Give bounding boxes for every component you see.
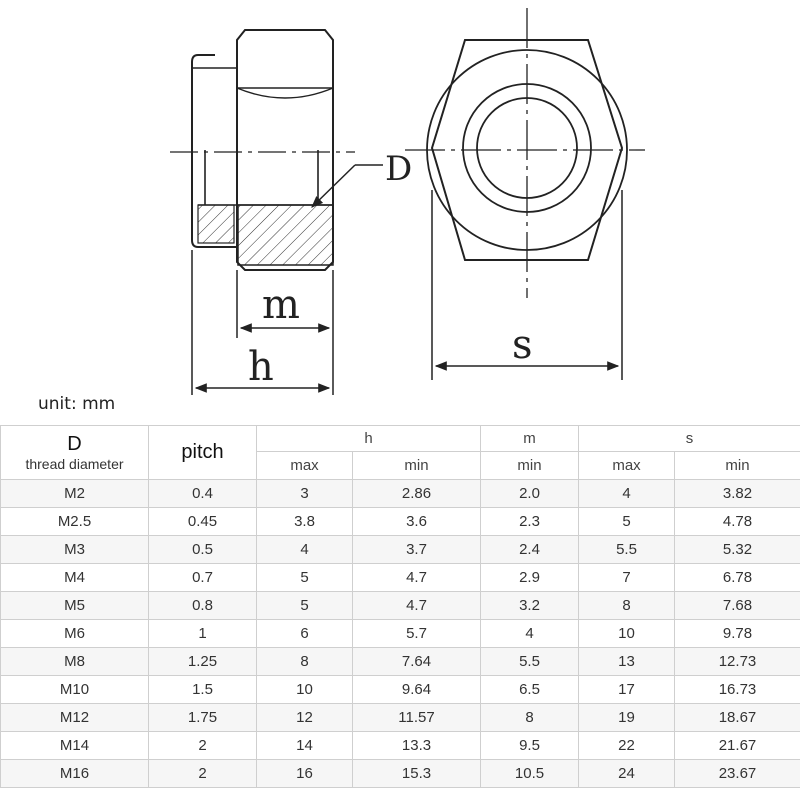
cell-h-max: 16 [257, 760, 353, 788]
table-row [1, 676, 800, 704]
cell-s-max: 5.5 [579, 536, 675, 564]
cell-s-min: 6.78 [675, 564, 800, 592]
table-row [1, 620, 800, 648]
cell-pitch: 2 [149, 732, 257, 760]
table-row [1, 536, 800, 564]
header-pitch: pitch [149, 426, 257, 480]
d-label: D [385, 149, 413, 189]
cell-d: M3 [1, 536, 149, 564]
cell-pitch: 0.4 [149, 480, 257, 508]
table-row [1, 592, 800, 620]
cell-s-min: 12.73 [675, 648, 800, 676]
cell-d: M2.5 [1, 508, 149, 536]
header-d [1, 426, 149, 480]
cell-d: M14 [1, 732, 149, 760]
cell-h-max: 5 [257, 592, 353, 620]
cell-h-min: 4.7 [353, 592, 481, 620]
cell-s-max: 24 [579, 760, 675, 788]
cell-d: M16 [1, 760, 149, 788]
cell-m-min: 9.5 [481, 732, 579, 760]
cell-m-min: 6.5 [481, 676, 579, 704]
d-leader [312, 165, 383, 207]
cell-s-min: 9.78 [675, 620, 800, 648]
hatched-section [238, 205, 333, 265]
cell-h-min: 15.3 [353, 760, 481, 788]
cell-h-min: 7.64 [353, 648, 481, 676]
cell-d: M2 [1, 480, 149, 508]
table-row [1, 648, 800, 676]
header-h-min: min [353, 452, 481, 480]
cell-s-max: 22 [579, 732, 675, 760]
cell-d: M10 [1, 676, 149, 704]
cell-s-max: 13 [579, 648, 675, 676]
cell-h-min: 3.7 [353, 536, 481, 564]
cell-s-max: 5 [579, 508, 675, 536]
cell-s-min: 3.82 [675, 480, 800, 508]
cell-m-min: 2.3 [481, 508, 579, 536]
cell-pitch: 0.45 [149, 508, 257, 536]
cell-m-min: 10.5 [481, 760, 579, 788]
table-row [1, 480, 800, 508]
m-label: m [262, 282, 300, 328]
cell-s-max: 17 [579, 676, 675, 704]
cell-h-min: 3.6 [353, 508, 481, 536]
cell-h-max: 4 [257, 536, 353, 564]
header-s-max: max [579, 452, 675, 480]
cell-m-min: 5.5 [481, 648, 579, 676]
cell-h-min: 13.3 [353, 732, 481, 760]
header-s: s [579, 426, 800, 452]
cell-h-max: 12 [257, 704, 353, 732]
cell-s-max: 10 [579, 620, 675, 648]
cell-pitch: 0.5 [149, 536, 257, 564]
cell-h-max: 14 [257, 732, 353, 760]
cell-pitch: 1.75 [149, 704, 257, 732]
cell-pitch: 0.7 [149, 564, 257, 592]
cell-s-min: 18.67 [675, 704, 800, 732]
cell-h-max: 6 [257, 620, 353, 648]
cell-m-min: 2.0 [481, 480, 579, 508]
cell-s-max: 8 [579, 592, 675, 620]
cell-s-min: 4.78 [675, 508, 800, 536]
cell-s-max: 19 [579, 704, 675, 732]
header-m: m [481, 426, 579, 452]
cell-d: M8 [1, 648, 149, 676]
cell-d: M12 [1, 704, 149, 732]
cell-s-min: 7.68 [675, 592, 800, 620]
header-h: h [257, 426, 481, 452]
cell-h-max: 5 [257, 564, 353, 592]
cell-d: M4 [1, 564, 149, 592]
cell-m-min: 2.9 [481, 564, 579, 592]
unit-note: unit: mm [38, 394, 116, 414]
cell-pitch: 2 [149, 760, 257, 788]
header-d-sublabel: thread diameter [25, 456, 124, 472]
cell-h-min: 9.64 [353, 676, 481, 704]
cell-s-min: 5.32 [675, 536, 800, 564]
cell-m-min: 2.4 [481, 536, 579, 564]
table-row [1, 760, 800, 788]
table-row [1, 508, 800, 536]
table-body [1, 480, 800, 788]
cell-pitch: 1.25 [149, 648, 257, 676]
cell-h-min: 2.86 [353, 480, 481, 508]
table-row [1, 732, 800, 760]
cell-m-min: 4 [481, 620, 579, 648]
cell-m-min: 3.2 [481, 592, 579, 620]
cell-s-min: 23.67 [675, 760, 800, 788]
cell-h-min: 5.7 [353, 620, 481, 648]
header-s-min: min [675, 452, 800, 480]
cell-s-min: 21.67 [675, 732, 800, 760]
cell-s-max: 4 [579, 480, 675, 508]
nut-diagram [0, 0, 800, 395]
header-d-label: D [67, 433, 82, 455]
cell-h-max: 8 [257, 648, 353, 676]
cell-m-min: 8 [481, 704, 579, 732]
cell-h-max: 3.8 [257, 508, 353, 536]
cell-d: M5 [1, 592, 149, 620]
header-h-max: max [257, 452, 353, 480]
cell-pitch: 1 [149, 620, 257, 648]
table-row [1, 704, 800, 732]
cell-d: M6 [1, 620, 149, 648]
spec-table [0, 425, 800, 788]
cell-h-min: 4.7 [353, 564, 481, 592]
header-m-min: min [481, 452, 579, 480]
cell-s-min: 16.73 [675, 676, 800, 704]
cell-h-max: 3 [257, 480, 353, 508]
cell-s-max: 7 [579, 564, 675, 592]
h-label: h [248, 344, 274, 390]
s-label: s [512, 322, 533, 368]
table-row [1, 564, 800, 592]
cell-h-max: 10 [257, 676, 353, 704]
cell-h-min: 11.57 [353, 704, 481, 732]
side-view [170, 30, 355, 270]
top-view [405, 8, 645, 298]
cell-pitch: 0.8 [149, 592, 257, 620]
cell-pitch: 1.5 [149, 676, 257, 704]
